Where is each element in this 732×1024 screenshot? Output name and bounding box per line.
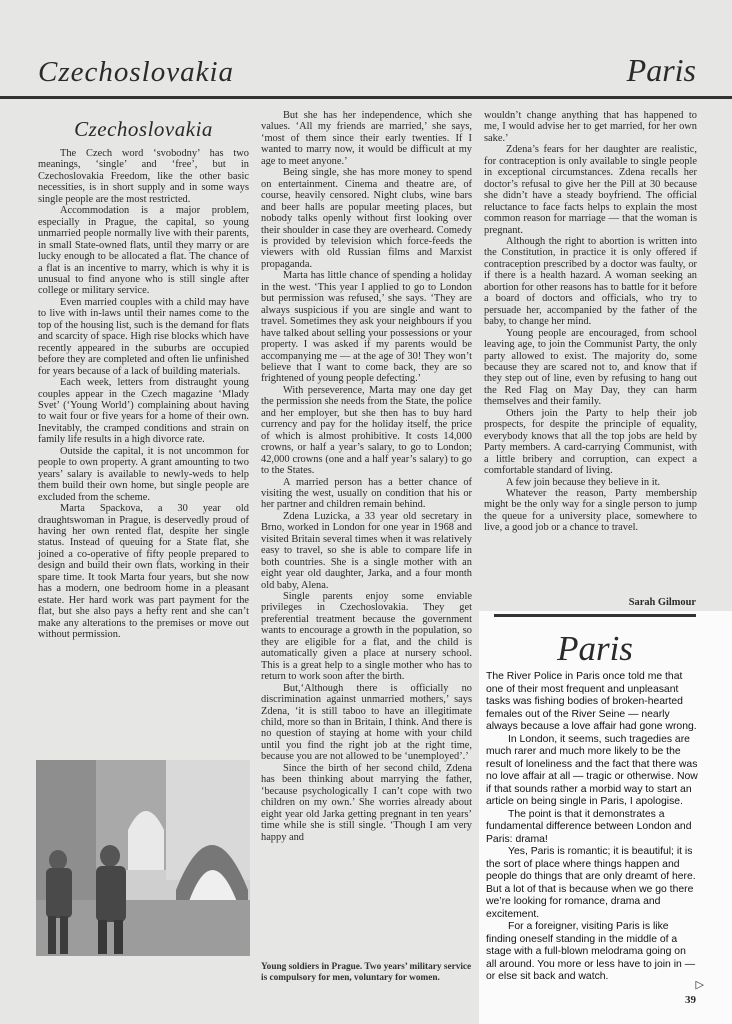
sidebar-rule bbox=[494, 614, 696, 617]
paragraph: Zdena’s fears for her daughter are realistic, for contraception is only available to single people in exceptional circumstances. Zdena recalls her doctor’s refusal to give her the Pill at 30 because she didn’t have a steady boyfriend. The official reluctance to face facts helps to explain the most common reason for marriage — that the woman is pregnant. bbox=[484, 144, 697, 236]
paragraph: Even married couples with a child may have to live with in-laws until their names come to the top of the housing list, such is the demand for flats and scarcity of space. High rise blocks which have recently appeared in the suburbs are occupied before they are completed and often lie unfinished for years because of a lack of building materials. bbox=[38, 296, 249, 377]
paragraph: But,‘Although there is officially no discrimination against unmarried mothers,’ says Zdena, ‘it is still taboo to have an illegitimate child, more so than in Britain, I think. And there is no question of staying at home with your child until you find the right job at the right time, because you are not allowed to be ‘unemployed’.’ bbox=[261, 682, 472, 763]
paragraph: Each week, letters from distraught young couples appear in the Czech magazine ‘Mlady Svet’ (‘Young World’) complaining about having to wait four or five years for a home of their own. Inevitably, the cramped conditions and strain on family life results in a high divorce rate. bbox=[38, 377, 249, 446]
photo-caption: Young soldiers in Prague. Two years’ military service is compulsory for men, voluntary for women. bbox=[261, 962, 472, 983]
paragraph: A few join because they believe in it. bbox=[506, 476, 661, 488]
paragraph: In London, it seems, such tragedies are much rarer and much more likely to be the result of loneliness and the fact that there was no love affair at all — tragic or otherwise. Now if that sounds rather a morbid way to start an article on being single in Paris, I apologise. bbox=[486, 733, 698, 807]
paragraph: Zdena Luzicka, a 33 year old secretary in Brno, worked in London for one year in 1968 and visited Britain several times when it was relatively easy to travel, so she is able to compare life in both countries. She is a single mother with an eight year old daughter, Jarka, and a four month old baby, Alena. bbox=[261, 510, 472, 591]
article-column-2 bbox=[261, 110, 472, 843]
paragraph: Marta Spackova, a 30 year old draughtswoman in Prague, is deservedly proud of having her own rented flat, despite her single status. Instead of queuing for a State flat, she joined a co-operative of fifty people prepared to design and build their own flats, working in their spare time. It took Marta four years, but she now has a modern, one bedroom home in a pleasant estate. Her hard work was part payment for the flat, but she also pays a hefty rent and she can’t make any alterations to the premises or move out without permission. bbox=[38, 503, 249, 641]
paragraph: Marta has little chance of spending a holiday in the west. ‘This year I applied to go to London but permission was refused,’ she says. ‘They are always suspicious if you are single and want to travel. Sometimes they ask your neighbours if you have talked about selling your possessions or your property. I was asked if my parents would be accompanying me — at the age of 30! They won’t believe that I want to come back, they are so frightened of young people defecting.’ bbox=[261, 270, 472, 385]
article-title: Czechoslovakia bbox=[74, 117, 213, 141]
paragraph: Yes, Paris is romantic; it is beautiful; it is the sort of place where things happen and people do things that are only dreamt of here. But a lot of that is because when we go there we’re looking for romance, drama and excitement. bbox=[486, 846, 696, 920]
author-byline: Sarah Gilmour bbox=[628, 597, 696, 608]
paragraph: The Czech word ‘svobodny’ has two meanings, ‘single’ and ‘free’, but in Czechoslovakia Freedom, like the other basic necessities, is in short supply and in some ways single people are the most restricted. bbox=[38, 148, 249, 205]
paragraph: Whatever the reason, Party membership might be the only way for a single person to jump the queue for a university place, somewhere to live, a good job or a chance to travel. bbox=[484, 487, 697, 534]
paragraph: For a foreigner, visiting Paris is like finding oneself standing in the middle of a stage with a full-blown melodrama going on all around. You more or less have to join in — or else sit back and watch. bbox=[486, 921, 696, 982]
paragraph: wouldn’t change anything that has happened to me, I would advise her to get married, for her own sake.’ bbox=[484, 110, 697, 144]
continue-arrow-icon: ▷ bbox=[695, 979, 704, 991]
soldiers-photo bbox=[36, 760, 250, 956]
photo-illustration bbox=[36, 760, 250, 956]
page-number: 39 bbox=[685, 994, 696, 1006]
paragraph: A married person has a better chance of visiting the west, usually on condition that his or her partner and children remain behind. bbox=[261, 476, 472, 511]
running-header-right: Paris bbox=[626, 52, 696, 88]
paragraph: Outside the capital, it is not uncommon for people to own property. A grant amounting to two years’ salary is available to newly-weds to help them build their own home, but single people are excluded from the scheme. bbox=[38, 445, 249, 503]
paris-sidebar bbox=[479, 611, 732, 1024]
paragraph: Being single, she has more money to spend on entertainment. Cinema and theatre are, of course, heavily censored. Night clubs, wine bars and beer halls are popular meeting places, but nobody talks openly without first looking over their shoulder in case they are overheard. Comedy is provided by television which force-feeds the viewers with old Russian films and Marxist propaganda. bbox=[261, 167, 472, 270]
sidebar-text bbox=[486, 671, 699, 984]
paragraph: The River Police in Paris once told me that one of their most frequent and unpleasant tasks was fishing bodies of broken-hearted females out of the River Seine — nearly always because a love affair had gone wrong. bbox=[486, 671, 697, 732]
article-column-1 bbox=[38, 148, 249, 640]
paragraph: Although the right to abortion is written into the Constitution, in practice it is only offered if contraception prescribed by a doctor was faulty, or if there is a health hazard. A woman seeking an abortion for other reasons has to battle for it before a board of doctors and officials, who try to persuade her, accompanied by the father of the baby, to change her mind. bbox=[484, 235, 697, 328]
paragraph: Accommodation is a major problem, especially in Prague, the capital, so young unmarried people normally live with their parents, in small State-owned flats, until they marry or are lucky enough to be allocated a flat. The chance of a flat is an incentive to marry, which is why it is unusual to find anyone who is still single after college or military service. bbox=[38, 205, 249, 297]
paragraph: Single parents enjoy some enviable privileges in Czechoslovakia. They get preferential treatment because the government wants to encourage a growth in the population, so they are eligible for a flat, and the child is automatically given a place at nursery school. This is a great help to a single mother who has to return to work soon after the birth. bbox=[261, 591, 472, 683]
running-header-left: Czechoslovakia bbox=[38, 56, 235, 88]
paragraph: Young people are encouraged, from school leaving age, to join the Communist Party, the only party allowed to exist. The majority do, some because they are scared not to, and know that if they step out of line, even by refusing to hang out the Red Flag on May Day, they can harm themselves and their family. bbox=[484, 327, 697, 408]
sidebar-title: Paris bbox=[557, 629, 633, 668]
paragraph: With perseverence, Marta may one day get the permission she needs from the State, the police and her employer, but she then has to buy hard currency and pay for the holiday itself, the price of which is almost prohibitive. It costs 14,000 crowns, or half a year’s salary, to go to London; 42,000 crowns (one and a half year’s salary) to go to the States. bbox=[261, 384, 472, 477]
paragraph: Since the birth of her second child, Zdena has been thinking about marrying the father, ‘because psychologically I can’t cope with two children on my own.’ She worries already about eight year old Jarka getting pregnant in ten years’ time while she is still single. ‘Though I am very happy and bbox=[261, 762, 472, 843]
article-column-3 bbox=[484, 110, 697, 534]
paragraph: Others join the Party to help their job prospects, for despite the principle of equality, everybody knows that all the top jobs are held by Party members. A card-carrying Communist, with a little bribery and corruption, can expect a comfortable standard of living. bbox=[484, 407, 697, 477]
paragraph: The point is that it demonstrates a fundamental difference between London and Paris: drama! bbox=[486, 808, 692, 845]
header-rule bbox=[0, 96, 732, 99]
paragraph: But she has her independence, which she values. ‘All my friends are married,’ she says, ‘most of them since their early twenties. If I wanted to marry now, it would be difficult at my age to meet anyone.’ bbox=[261, 110, 472, 167]
